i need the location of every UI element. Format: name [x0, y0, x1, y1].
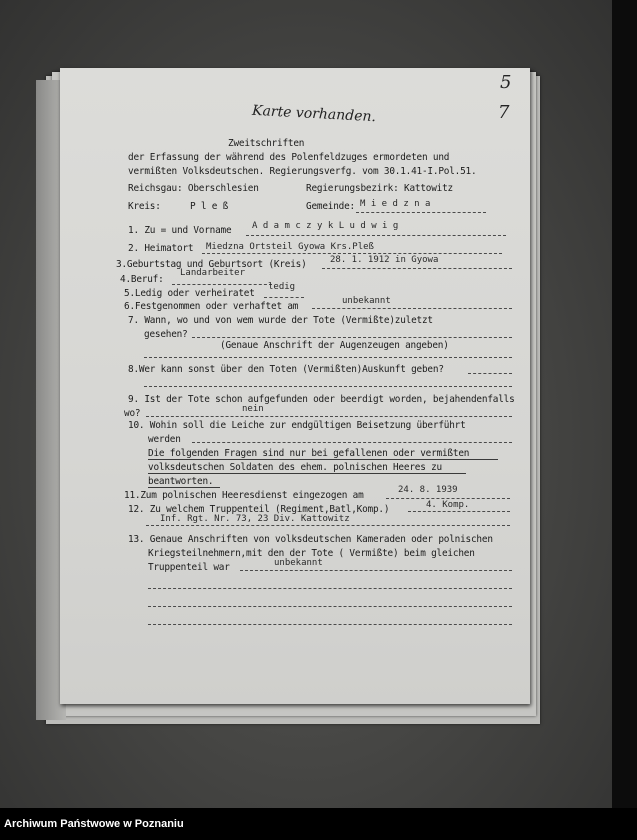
underline: [312, 308, 512, 309]
form-sheet: [60, 68, 530, 704]
underline: [192, 442, 512, 443]
field-13-label: 13. Genaue Anschriften von volksdeutschen Kameraden oder polnischen: [128, 534, 493, 545]
gemeinde-label: Gemeinde:: [306, 201, 355, 212]
field-6-label: 6.Festgenommen oder verhaftet am: [124, 301, 299, 312]
underline: [192, 337, 512, 338]
field-12-value: 4. Komp.: [426, 500, 470, 510]
gemeinde-value: M i e d z n a: [360, 199, 431, 209]
underline: [148, 459, 498, 460]
handwritten-note: Karte vorhanden.: [251, 102, 377, 126]
regierungsbezirk-label: Regierungsbezirk: Kattowitz: [306, 183, 453, 194]
field-4-value: Landarbeiter: [180, 268, 246, 278]
soldier-note: beantworten.: [148, 476, 214, 487]
handwritten-number: 5: [500, 72, 512, 93]
underline: [148, 624, 512, 625]
field-13-label: Kriegsteilnehmern,mit den der Tote ( Vermißte) beim gleichen: [148, 548, 475, 559]
underline: [148, 473, 466, 474]
underline: [468, 373, 512, 374]
field-12-value-2: Inf. Rgt. Nr. 73, 23 Div. Kattowitz: [160, 514, 350, 524]
field-11-value: 24. 8. 1939: [398, 485, 458, 495]
field-7-subnote: (Genaue Anschrift der Augenzeugen angeben): [220, 340, 449, 351]
underline: [322, 268, 512, 269]
field-9-label: wo?: [124, 408, 141, 419]
field-7-label: gesehen?: [144, 329, 188, 340]
field-3-value: 28. 1. 1912 in Gyowa: [330, 255, 439, 265]
archive-caption: Archiwum Państwowe w Poznaniu: [4, 818, 184, 830]
field-6-value: unbekannt: [342, 296, 391, 306]
underline: [148, 606, 512, 607]
field-5-value: ledig: [268, 282, 296, 292]
field-4-label: 4.Beruf:: [120, 274, 164, 285]
field-3-label: 3.Geburtstag und Geburtsort (Kreis): [116, 259, 307, 270]
underline: [172, 284, 272, 285]
underline: [202, 253, 502, 254]
field-10-label: werden: [148, 434, 181, 445]
field-2-value: Miedzna Ortsteil Gyowa Krs.Pleß: [206, 242, 374, 252]
soldier-note: volksdeutschen Soldaten des ehem. polnischen Heeres zu: [148, 462, 442, 473]
reichsgau-label: Reichsgau: Oberschlesien: [128, 183, 259, 194]
underline: [240, 570, 512, 571]
field-8-label: 8.Wer kann sonst über den Toten (Vermißten)Auskunft geben?: [128, 364, 444, 375]
form-title: Zweitschriften: [228, 138, 305, 149]
field-9-label: 9. Ist der Tote schon aufgefunden oder beerdigt worden, bejahendenfalls: [128, 394, 515, 405]
film-edge: [612, 0, 637, 808]
kreis-value: P l e ß: [190, 201, 229, 212]
field-13-value: unbekannt: [274, 558, 323, 568]
underline: [146, 416, 512, 417]
underline: [264, 297, 304, 298]
underline: [386, 498, 510, 499]
underline: [148, 487, 220, 488]
soldier-note: Die folgenden Fragen sind nur bei gefallenen oder vermißten: [148, 448, 470, 459]
field-1-value: A d a m c z y k L u d w i g: [252, 221, 399, 231]
field-9-value: nein: [242, 404, 264, 414]
underline: [246, 235, 506, 236]
underline: [144, 386, 512, 387]
form-header-line: vermißten Volksdeutschen. Regierungsverfg. vom 30.1.41-I.Pol.51.: [128, 166, 477, 177]
field-7-label: 7. Wann, wo und von wem wurde der Tote (Vermißte)zuletzt: [128, 315, 433, 326]
field-13-label: Truppenteil war: [148, 562, 230, 573]
field-5-label: 5.Ledig oder verheiratet: [124, 288, 255, 299]
handwritten-number: 7: [498, 102, 510, 123]
underline: [148, 588, 512, 589]
field-11-label: 11.Zum polnischen Heeresdienst eingezogen am: [124, 490, 364, 501]
form-header-line: der Erfassung der während des Polenfeldzuges ermordeten und: [128, 152, 450, 163]
field-10-label: 10. Wohin soll die Leiche zur endgültigen Beisetzung überführt: [128, 420, 466, 431]
kreis-label: Kreis:: [128, 201, 161, 212]
field-2-label: 2. Heimatort: [128, 243, 194, 254]
field-12-label: 12. Zu welchem Truppenteil (Regiment,Batl,Komp.): [128, 504, 390, 515]
underline: [408, 511, 510, 512]
field-1-label: 1. Zu = und Vorname: [128, 225, 232, 236]
underline: [144, 357, 512, 358]
underline: [356, 212, 486, 213]
underline: [146, 525, 510, 526]
